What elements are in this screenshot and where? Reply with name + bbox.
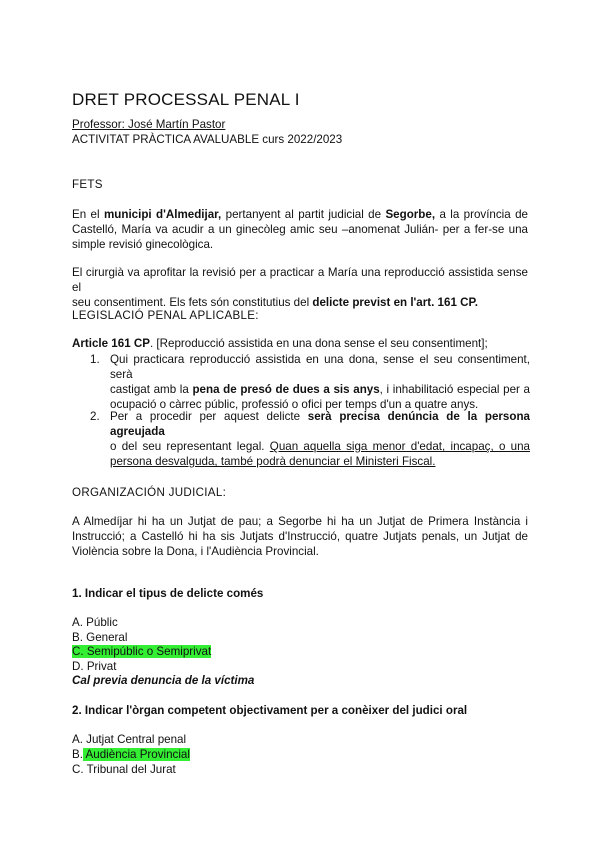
section-heading-legislacio: LEGISLACIÓ PENAL APLICABLE: <box>72 309 259 322</box>
fets-paragraph-2: El cirurgià va aprofitar la revisió per a practicar a María una reproducció assistida sense el seu consentiment. Els fets són constitutius del delicte previst en l'art. 161 CP. <box>72 266 528 309</box>
organitzacio-paragraph: A Almedíjar hi ha un Jutjat de pau; a Segorbe hi ha un Jutjat de Primera Instància i Instrucció; a Castelló hi ha sis Jutjats d'Instrucció, quatre Jutjats penals, un Jutjat de Violència sobre la Dona, i l'Audiència Provincial. <box>72 515 528 558</box>
activity-subtitle: ACTIVITAT PRÀCTICA AVALUABLE curs 2022/2023 <box>72 133 343 146</box>
question-2: 2. Indicar l'òrgan competent objectivament per a conèixer del judici oral <box>72 704 468 717</box>
q1-option-a: A. Públic <box>72 616 118 629</box>
fets-paragraph-1: En el municipi d'Almedijar, pertanyent al partit judicial de Segorbe, a la província de Castelló, María va acudir a un ginecòleg amic seu –anomenat Julián- per a fer-se una simple revisió ginecològica. <box>72 208 528 251</box>
document-title: DRET PROCESSAL PENAL I <box>72 90 300 109</box>
q2-option-c: C. Tribunal del Jurat <box>72 763 176 776</box>
q1-answer-highlight: C. Semipúblic o Semiprivat <box>72 645 212 658</box>
section-heading-fets: FETS <box>72 178 103 191</box>
q2-option-b: B. Audiència Provincial <box>72 748 190 761</box>
q1-option-d: D. Privat <box>72 660 117 673</box>
q2-answer-highlight: Audiència Provincial <box>82 748 190 761</box>
question-1: 1. Indicar el tipus de delicte comés <box>72 587 264 600</box>
article-heading: Article 161 CP. [Reproducció assistida en una dona sense el seu consentiment]; <box>72 337 488 350</box>
section-heading-organitzacio: ORGANIZACIÓN JUDICIAL: <box>72 486 227 499</box>
q1-option-c <box>72 645 211 658</box>
q1-option-b: B. General <box>72 631 128 644</box>
professor-name: Professor: José Martín Pastor <box>72 118 226 131</box>
q2-option-a: A. Jutjat Central penal <box>72 733 187 746</box>
q1-note: Cal previa denuncia de la víctima <box>72 674 255 687</box>
